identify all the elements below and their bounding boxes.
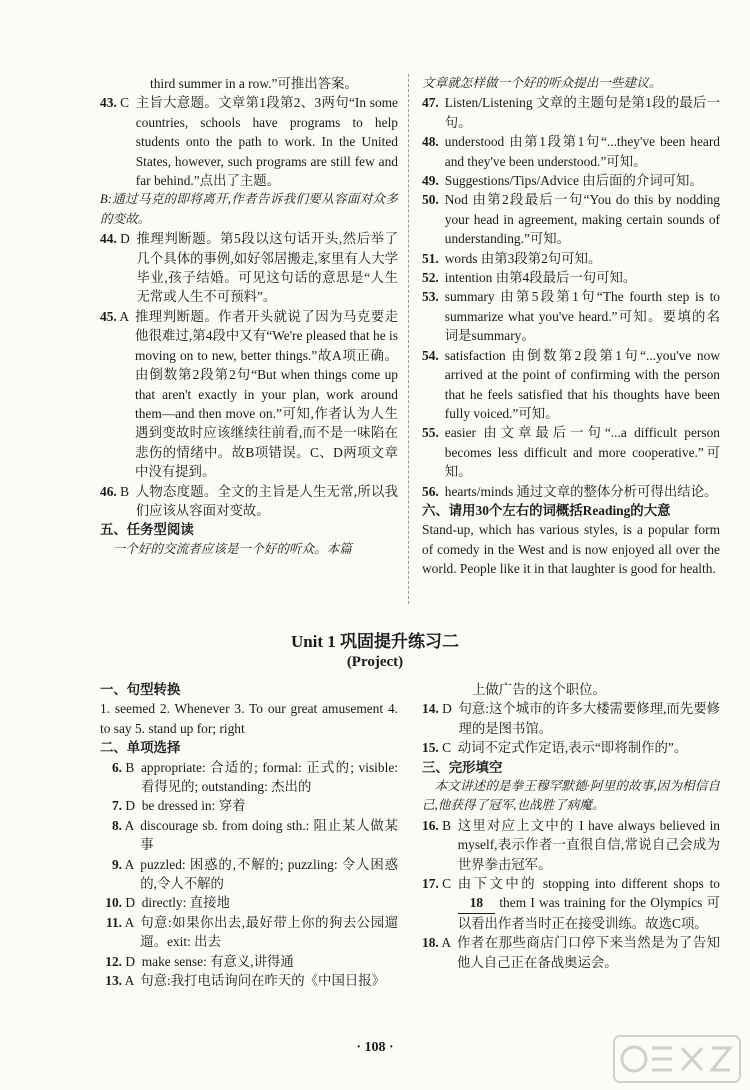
question-number: 15. [422,740,439,756]
question-number: 14. [422,701,439,717]
answer-item-52 [422,268,720,287]
question-number: 16. [422,817,439,833]
summary-paragraph: Stand-up, which has various styles, is a popular form of comedy in the West and is now enjoyed all over the world. People like it in that laughter is good for health. [422,522,720,577]
top-left-column [100,74,398,559]
section-heading-1: 一、句型转换 [100,682,181,697]
question-number: 53. [422,289,439,305]
answer-letter: C [116,95,136,111]
answer-letter: D [122,953,142,969]
answer-continuation: 上做广告的这个职位。 [472,682,606,697]
answer-letter: D [122,798,142,814]
answer-explanation: 这里对应上文中的 I have always believed in myself,表示作者一直很自信,常说自己会成为世界拳击冠军。 [457,817,720,872]
answer-explanation: 人物态度题。全文的主旨是人生无常,所以我们应该从容面对变故。 [135,483,398,518]
answer-explanation: easier 由文章最后一句“...a difficult person becomes less difficult and more cooperative.”可知。 [444,425,720,480]
answer-explanation: 主旨大意题。文章第1段第2、3两句“In some countries, schools have programs to help students onto the path to work. In the United States, however, such programs are still few and far behind.”点出了主题。 [135,95,398,189]
answer-explanation: satisfaction 由倒数第2段第1句“...you've now arrived at the point of confirming with the person that he feels satisfied that his thoughts have been fully voiced.”可知。 [444,347,720,421]
answer-explanation: 推理判断题。作者开头就说了因为马克要走他很难过,第4段中又有“We're pleased that he is moving on to new, better things.”故A项正确。由倒数第2段第2句“But when things come up that aren't exactly in your plan, work around them—and then move on.”可知,作者认为人生遇到变故时应该继续往前看,而不是一味陷在悲伤的情绪中。故B项错误。C、D两项文章中没有提到。 [135,308,398,480]
question-number: 10. [105,895,122,911]
answer-explanation: 推理判断题。第5段以这句话开头,然后举了几个具体的事例,如好邻居搬走,家里有人大学毕业,孩子结婚。可见这句话的意思是“人生无常或人生不可预料”。 [136,231,398,305]
answer-letter: A [438,935,457,951]
answer-item-47 [422,93,720,132]
question-number: 51. [422,250,439,266]
section-heading-5: 五、任务型阅读 [100,522,194,538]
question-number: 43. [100,95,117,111]
answer-explanation: 作者在那些商店门口停下来当然是为了告知他人自己正在备战奥运会。 [457,935,720,970]
answer-item-55 [422,423,720,481]
question-number: 48. [422,134,439,150]
answer-item-46 [100,482,398,521]
answer-letter: A [122,973,141,989]
question-number: 54. [422,347,439,363]
answer-letter: C [438,740,458,756]
answer-item-49 [422,171,720,190]
answer-explanation: hearts/minds 通过文章的整体分析可得出结论。 [444,483,718,499]
question-number: 44. [100,231,117,247]
bottom-left-column [100,680,398,991]
answer-item-13 [100,971,398,990]
answer-explanation: Nod 由第2段最后一句“You do this by nodding your head in agreement, making certain sounds of understanding.”可知。 [444,192,720,247]
passage-note: B:通过马克的即将离开,作者告诉我们要从容面对众多的变故。 [100,192,398,226]
answer-explanation: understood 由第1段第1句“...they've been heard and they've been understood.”可知。 [444,134,720,169]
section-heading-3: 三、完形填空 [422,759,503,775]
section-heading-2: 二、单项选择 [100,740,181,756]
answer-item-56 [422,482,720,501]
answer-item-9 [100,855,398,894]
answer-explanation: be dressed in: 穿着 [141,798,246,814]
question-number: 17. [422,876,439,892]
top-right-column [422,74,720,579]
answer-explanation: 动词不定式作定语,表示“即将制作的”。 [457,740,688,756]
answer-item-43 [100,93,398,190]
answer-explanation [458,874,720,933]
unit-subtitle: (Project) [346,654,404,670]
answer-item-10 [100,893,398,912]
unit-title: Unit 1 巩固提升练习二 [290,632,460,651]
question-number: 52. [422,270,439,286]
answer-item-54 [422,346,720,424]
answer-item-45 [100,307,398,482]
question-number: 47. [422,95,439,111]
watermark-logo [612,1034,742,1084]
answer-item-15 [422,738,720,757]
column-divider [408,74,409,604]
answer-explanation: Listen/Listening 文章的主题句是第1段的最后一句。 [444,95,720,130]
answer-letter: B [122,759,141,775]
answer-letter: B [116,483,136,499]
answer-letter: D [116,231,137,247]
question-number: 12. [105,953,122,969]
answer-explanation: intention 由第4段最后一句可知。 [444,270,637,286]
passage-note: 本文讲述的是拳王穆罕默德·阿里的故事,因为相信自己,他获得了冠军,也战胜了病魔。 [422,779,720,813]
answer-letter: A [116,308,135,324]
question-number: 56. [422,483,439,499]
answer-letter: D [122,895,142,911]
answer-letter: A [122,914,141,930]
blank-number: 18 [458,893,495,913]
page-number: · 108 · [356,1040,394,1055]
question-number: 8. [111,817,122,833]
answer-item-11 [100,913,398,952]
answer-explanation: 句意:如果你出去,最好带上你的狗去公园遛遛。exit: 出去 [140,914,398,950]
answer-letter: A [122,817,141,833]
answer-explanation: directly: 直接地 [141,895,230,911]
answer-item-44 [100,229,398,307]
answer-explanation: appropriate: 合适的; formal: 正式的; visible: 看得见的; outstanding: 杰出的 [140,759,398,795]
question-number: 6. [111,759,122,775]
answer-item-12 [100,952,398,971]
answer-explanation: Suggestions/Tips/Advice 由后面的介词可知。 [444,173,703,189]
answer-letter: D [438,701,459,717]
answer-explanation: discourage sb. from doing sth.: 阻止某人做某事 [140,817,398,853]
answer-explanation: 句意:这个城市的许多大楼需要修理,而先要修理的是图书馆。 [458,701,720,736]
answer-continuation: third summer in a row.”可推出答案。 [150,76,358,91]
question-number: 55. [422,425,439,441]
answer-letter: B [438,817,458,833]
answer-item-14 [422,699,720,738]
question-number: 9. [111,856,122,872]
answer-item-7 [100,796,398,815]
answer-explanation: words 由第3段第2句可知。 [444,250,602,266]
answer-letter: C [438,876,458,892]
answer-item-53 [422,287,720,345]
answer-item-18 [422,933,720,972]
passage-note: 一个好的交流者应该是一个好的听众。本篇 [112,541,352,556]
question-number: 18. [422,935,439,951]
answer-item-6 [100,758,398,797]
answer-item-16 [422,816,720,874]
question-number: 11. [106,914,122,930]
question-number: 49. [422,173,439,189]
answer-item-48 [422,132,720,171]
question-number: 13. [105,973,122,989]
answer-explanation: puzzled: 困惑的,不解的; puzzling: 令人困惑的,令人不解的 [140,856,398,892]
question-number: 45. [100,308,117,324]
answer-item-51 [422,249,720,268]
passage-note: 文章就怎样做一个好的听众提出一些建议。 [422,76,662,90]
answer-item-8 [100,816,398,855]
answer-item-17 [422,874,720,933]
section-heading-6: 六、请用30个左右的词概括Reading的大意 [422,502,671,518]
explanation-part: 由下文中的 stopping into different shops to [457,876,720,892]
question-number: 46. [100,483,117,499]
answer-item-50 [422,190,720,248]
answer-explanation: 句意:我打电话询问在昨天的《中国日报》 [140,973,386,989]
answer-letter: A [122,856,141,872]
explanation-part: them I was training for the Olympics 可以看出作者当时正在接受训练。故选C项。 [457,895,720,931]
answer-explanation: summary 由第5段第1句“The fourth step is to summarize what you've heard.”可知。要填的名词是summary。 [444,289,720,344]
sentence-transform-answers: 1. seemed 2. Whenever 3. To our great amusement 4. to say 5. stand up for; right [100,701,398,736]
answer-explanation: make sense: 有意义,讲得通 [141,953,294,969]
question-number: 50. [422,192,439,208]
question-number: 7. [111,798,122,814]
bottom-right-column [422,680,720,972]
